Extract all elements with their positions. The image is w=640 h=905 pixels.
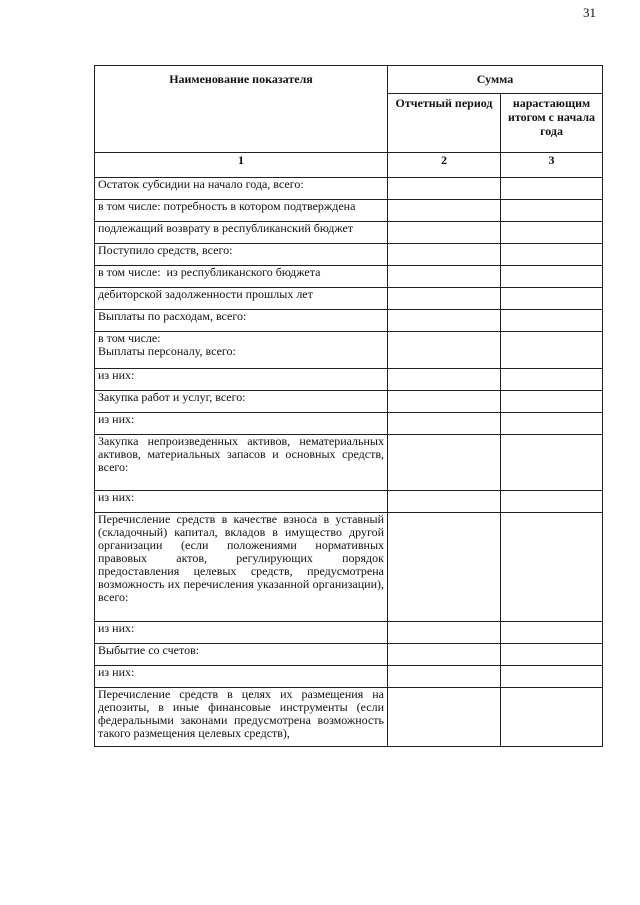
column-number-1: 1 [95, 153, 388, 178]
row-label: в том числе: Выплаты персоналу, всего: [95, 332, 388, 369]
period-cell [388, 622, 501, 644]
page-number: 31 [583, 5, 596, 20]
period-cell [388, 666, 501, 688]
table-row [95, 288, 603, 310]
cumulative-cell [501, 200, 603, 222]
row-label: из них: [95, 369, 388, 391]
period-cell [388, 200, 501, 222]
table-row [95, 310, 603, 332]
table-row [95, 332, 603, 369]
header-sum-column: Сумма [388, 66, 603, 94]
row-label: Закупка непроизведенных активов, нематериальных активов, материальных запасов и основных средств, всего: [95, 435, 388, 491]
row-label: Выплаты по расходам, всего: [95, 310, 388, 332]
row-label: Поступило средств, всего: [95, 244, 388, 266]
report-table [94, 65, 603, 747]
table-row [95, 178, 603, 200]
row-label: подлежащий возврату в республиканский бюджет [95, 222, 388, 244]
period-cell [388, 644, 501, 666]
table-row [95, 688, 603, 747]
cumulative-cell [501, 288, 603, 310]
period-cell [388, 244, 501, 266]
table-row [95, 391, 603, 413]
period-cell [388, 391, 501, 413]
table-row [95, 644, 603, 666]
table-row [95, 244, 603, 266]
period-cell [388, 413, 501, 435]
table-row [95, 666, 603, 688]
period-cell [388, 178, 501, 200]
row-label: в том числе: из республиканского бюджета [95, 266, 388, 288]
period-cell [388, 491, 501, 513]
cumulative-cell [501, 491, 603, 513]
cumulative-cell [501, 644, 603, 666]
table-row [95, 266, 603, 288]
table-row [95, 622, 603, 644]
row-label: Остаток субсидии на начало года, всего: [95, 178, 388, 200]
table-row [95, 200, 603, 222]
period-cell [388, 222, 501, 244]
table-row [95, 435, 603, 491]
header-row [95, 66, 603, 94]
row-label: Выбытие со счетов: [95, 644, 388, 666]
cumulative-cell [501, 332, 603, 369]
column-number-3: 3 [501, 153, 603, 178]
cumulative-cell [501, 688, 603, 747]
cumulative-cell [501, 369, 603, 391]
cumulative-cell [501, 435, 603, 491]
cumulative-cell [501, 666, 603, 688]
period-cell [388, 369, 501, 391]
cumulative-cell [501, 178, 603, 200]
cumulative-cell [501, 244, 603, 266]
row-label: из них: [95, 413, 388, 435]
row-label: Перечисление средств в целях их размещения на депозиты, в иные финансовые инструменты (если федеральными законами предусмотрена возможность такого размещения целевых средств), [95, 688, 388, 747]
row-label: из них: [95, 622, 388, 644]
row-label: в том числе: потребность в котором подтверждена [95, 200, 388, 222]
cumulative-cell [501, 513, 603, 622]
header-period-column: Отчетный период [388, 93, 501, 152]
row-label: дебиторской задолженности прошлых лет [95, 288, 388, 310]
row-label: Закупка работ и услуг, всего: [95, 391, 388, 413]
cumulative-cell [501, 266, 603, 288]
row-label: из них: [95, 666, 388, 688]
period-cell [388, 513, 501, 622]
cumulative-cell [501, 622, 603, 644]
column-number-row [95, 153, 603, 178]
table-row [95, 491, 603, 513]
header-name-column: Наименование показателя [95, 66, 388, 153]
period-cell [388, 332, 501, 369]
table-row [95, 413, 603, 435]
cumulative-cell [501, 310, 603, 332]
column-number-2: 2 [388, 153, 501, 178]
period-cell [388, 310, 501, 332]
row-label: из них: [95, 491, 388, 513]
period-cell [388, 288, 501, 310]
cumulative-cell [501, 391, 603, 413]
period-cell [388, 688, 501, 747]
cumulative-cell [501, 413, 603, 435]
header-cumulative-column: нарастающим итогом с начала года [501, 93, 603, 152]
table-row [95, 369, 603, 391]
period-cell [388, 435, 501, 491]
table-row [95, 513, 603, 622]
table-row [95, 222, 603, 244]
period-cell [388, 266, 501, 288]
cumulative-cell [501, 222, 603, 244]
row-label: Перечисление средств в качестве взноса в уставный (складочный) капитал, вкладов в имущество другой организации (если положениями нормативных правовых актов, регулирующих порядок предоставления целевых средств, предусмотрена возможность их перечисления указанной организации), всего: [95, 513, 388, 622]
